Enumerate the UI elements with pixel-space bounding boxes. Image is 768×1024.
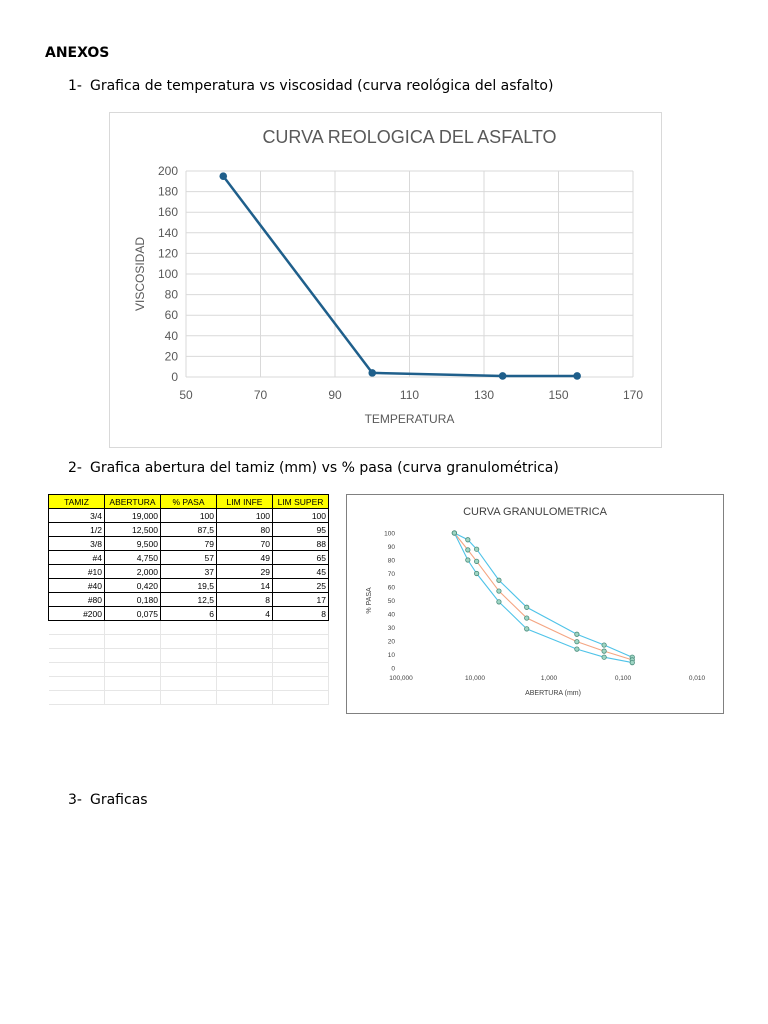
empty-row	[49, 677, 329, 691]
y-tick-label: 60	[164, 308, 178, 323]
y-tick-label: 40	[164, 328, 178, 343]
table-cell: 49	[217, 551, 273, 565]
y-tick-label: 30	[387, 625, 395, 632]
table-cell: 8	[217, 593, 273, 607]
x-tick-label: 130	[473, 388, 495, 402]
table-cell: 100	[273, 509, 329, 523]
table-cell: 25	[273, 579, 329, 593]
y-tick-label: 0	[391, 665, 395, 673]
table-cell: 0,180	[105, 593, 161, 607]
table-cell: 45	[273, 565, 329, 579]
x-tick-label: 0,100	[614, 675, 632, 682]
empty-cell	[105, 635, 161, 649]
empty-row	[49, 663, 329, 677]
rheology-chart-svg	[110, 113, 661, 447]
table-cell: 0,420	[105, 579, 161, 593]
series-pasa-point	[466, 548, 470, 552]
series-pasa-point	[474, 559, 478, 563]
series-lim-infe-point	[575, 647, 579, 651]
x-tick-label: 110	[399, 388, 420, 402]
empty-cell	[273, 649, 329, 663]
table-row	[49, 565, 329, 579]
x-tick-label: 10,000	[465, 675, 485, 682]
y-tick-label: 200	[157, 164, 178, 178]
table-cell: 57	[161, 551, 217, 565]
table-cell: 9,500	[105, 537, 161, 551]
granulometry-chart-svg	[347, 495, 723, 713]
series-lim-super-point	[474, 547, 478, 551]
series-lim-super-line	[454, 533, 632, 657]
rheology-chart	[109, 112, 662, 448]
table-cell: 4	[217, 607, 273, 621]
x-tick-label: 70	[253, 388, 268, 402]
empty-row	[49, 635, 329, 649]
series-lim-super-point	[525, 605, 529, 609]
table-row	[49, 551, 329, 565]
y-tick-label: 180	[157, 184, 178, 199]
x-tick-label: 170	[622, 388, 644, 402]
x-axis-label: ABERTURA (mm)	[525, 690, 581, 697]
table-cell: 65	[273, 551, 329, 565]
series-pasa-point	[602, 649, 606, 653]
table-row	[49, 509, 329, 523]
table-cell: #200	[49, 607, 105, 621]
item-text: Grafica de temperatura vs viscosidad (curva reológica del asfalto)	[90, 78, 554, 94]
table-cell: 19,000	[105, 509, 161, 523]
table-cell: #40	[49, 579, 105, 593]
x-tick-label: 90	[328, 388, 342, 402]
series-lim-super-point	[602, 643, 606, 647]
list-item-1	[68, 78, 553, 94]
table-cell: 6	[161, 607, 217, 621]
table-cell: 29	[217, 565, 273, 579]
item-text: Graficas	[90, 792, 148, 808]
table-cell: 2,000	[105, 565, 161, 579]
empty-cell	[49, 677, 105, 691]
data-point	[499, 372, 507, 380]
empty-row	[49, 649, 329, 663]
y-tick-label: 80	[387, 557, 395, 565]
empty-cell	[217, 649, 273, 663]
empty-cell	[273, 663, 329, 677]
y-tick-label: 60	[387, 584, 395, 592]
table-cell: 1/2	[49, 523, 105, 537]
data-point	[573, 372, 581, 380]
table-cell: 80	[217, 523, 273, 537]
data-point	[219, 172, 227, 180]
empty-cell	[105, 677, 161, 691]
empty-cell	[161, 663, 217, 677]
empty-cell	[273, 635, 329, 649]
x-axis-label: TEMPERATURA	[364, 412, 455, 426]
series-lim-infe-point	[525, 627, 529, 631]
table-cell: 37	[161, 565, 217, 579]
table-cell: 95	[273, 523, 329, 537]
table-cell: 17	[273, 593, 329, 607]
y-tick-label: 20	[387, 638, 395, 646]
empty-cell	[273, 621, 329, 635]
empty-cell	[105, 691, 161, 705]
table-cell: 87,5	[161, 523, 217, 537]
table-cell: 12,500	[105, 523, 161, 537]
table-cell: #10	[49, 565, 105, 579]
list-item-3	[68, 792, 148, 808]
column-header: TAMIZ	[49, 495, 105, 509]
empty-cell	[217, 691, 273, 705]
chart-title: CURVA GRANULOMETRICA	[463, 506, 607, 518]
table-cell: 12,5	[161, 593, 217, 607]
series-pasa-point	[497, 589, 501, 593]
empty-row	[49, 621, 329, 635]
empty-cell	[49, 691, 105, 705]
table-cell: 14	[217, 579, 273, 593]
table-cell: 8	[273, 607, 329, 621]
column-header: LIM SUPER	[273, 495, 329, 509]
empty-cell	[273, 691, 329, 705]
table-cell: 100	[161, 509, 217, 523]
series-lim-infe-point	[474, 571, 478, 575]
y-tick-label: 100	[157, 267, 178, 281]
table-cell: 100	[217, 509, 273, 523]
empty-cell	[49, 649, 105, 663]
granulometry-chart	[346, 494, 724, 714]
y-tick-label: 140	[157, 225, 178, 240]
series-pasa-point	[575, 639, 579, 643]
empty-cell	[161, 677, 217, 691]
series-lim-infe-point	[630, 660, 634, 664]
y-axis-label: VISCOSIDAD	[133, 236, 147, 312]
y-tick-label: 10	[387, 652, 395, 659]
series-lim-infe-point	[497, 600, 501, 604]
table-cell: 19,5	[161, 579, 217, 593]
chart-title: CURVA REOLOGICA DEL ASFALTO	[262, 127, 557, 147]
y-tick-label: 80	[164, 287, 178, 302]
empty-cell	[105, 663, 161, 677]
empty-cell	[217, 663, 273, 677]
empty-cell	[273, 677, 329, 691]
table-cell: #4	[49, 551, 105, 565]
empty-cell	[217, 621, 273, 635]
empty-cell	[217, 635, 273, 649]
y-tick-label: 90	[387, 544, 395, 551]
table-row	[49, 579, 329, 593]
y-axis-label: % PASA	[366, 587, 373, 614]
y-tick-label: 100	[384, 530, 395, 538]
item-number: 2-	[68, 460, 82, 476]
series-pasa-point	[525, 616, 529, 620]
x-tick-label: 50	[179, 388, 193, 402]
list-item-2	[68, 460, 559, 476]
table-cell: 3/8	[49, 537, 105, 551]
y-tick-label: 120	[157, 246, 178, 261]
series-lim-infe-point	[466, 558, 470, 562]
empty-row	[49, 691, 329, 705]
y-tick-label: 160	[157, 205, 178, 220]
y-tick-label: 40	[387, 611, 395, 619]
annex-heading: ANEXOS	[45, 45, 110, 61]
table-cell: 4,750	[105, 551, 161, 565]
table-cell: #80	[49, 593, 105, 607]
table-row	[49, 593, 329, 607]
item-number: 3-	[68, 792, 82, 808]
empty-cell	[49, 621, 105, 635]
granulometry-table	[48, 494, 329, 705]
y-tick-label: 0	[171, 370, 178, 384]
item-text: Grafica abertura del tamiz (mm) vs % pasa (curva granulométrica)	[90, 460, 559, 476]
empty-cell	[49, 635, 105, 649]
table-row	[49, 537, 329, 551]
spreadsheet-table	[48, 494, 336, 718]
x-tick-label: 100,000	[389, 675, 413, 682]
column-header: % PASA	[161, 495, 217, 509]
y-tick-label: 70	[387, 571, 395, 578]
empty-cell	[161, 635, 217, 649]
series-lim-infe-point	[602, 655, 606, 659]
empty-cell	[161, 649, 217, 663]
table-cell: 3/4	[49, 509, 105, 523]
table-cell: 0,075	[105, 607, 161, 621]
empty-cell	[105, 649, 161, 663]
column-header: ABERTURA	[105, 495, 161, 509]
y-tick-label: 50	[387, 598, 395, 605]
table-cell: 88	[273, 537, 329, 551]
series-lim-super-point	[497, 578, 501, 582]
x-tick-label: 0,010	[688, 675, 706, 682]
empty-cell	[161, 621, 217, 635]
y-tick-label: 20	[164, 349, 178, 364]
x-tick-label: 1,000	[540, 675, 558, 682]
empty-cell	[105, 621, 161, 635]
table-header-row	[49, 495, 329, 509]
table-cell: 79	[161, 537, 217, 551]
item-number: 1-	[68, 78, 82, 94]
column-header: LIM INFE	[217, 495, 273, 509]
series-line	[223, 176, 577, 376]
empty-cell	[161, 691, 217, 705]
table-row	[49, 607, 329, 621]
series-lim-infe-point	[452, 531, 456, 535]
series-lim-super-point	[466, 538, 470, 542]
series-lim-super-point	[575, 632, 579, 636]
empty-cell	[49, 663, 105, 677]
x-tick-label: 150	[548, 388, 569, 402]
data-point	[368, 369, 376, 377]
table-row	[49, 523, 329, 537]
series-pasa-line	[454, 533, 632, 660]
empty-cell	[217, 677, 273, 691]
table-cell: 70	[217, 537, 273, 551]
